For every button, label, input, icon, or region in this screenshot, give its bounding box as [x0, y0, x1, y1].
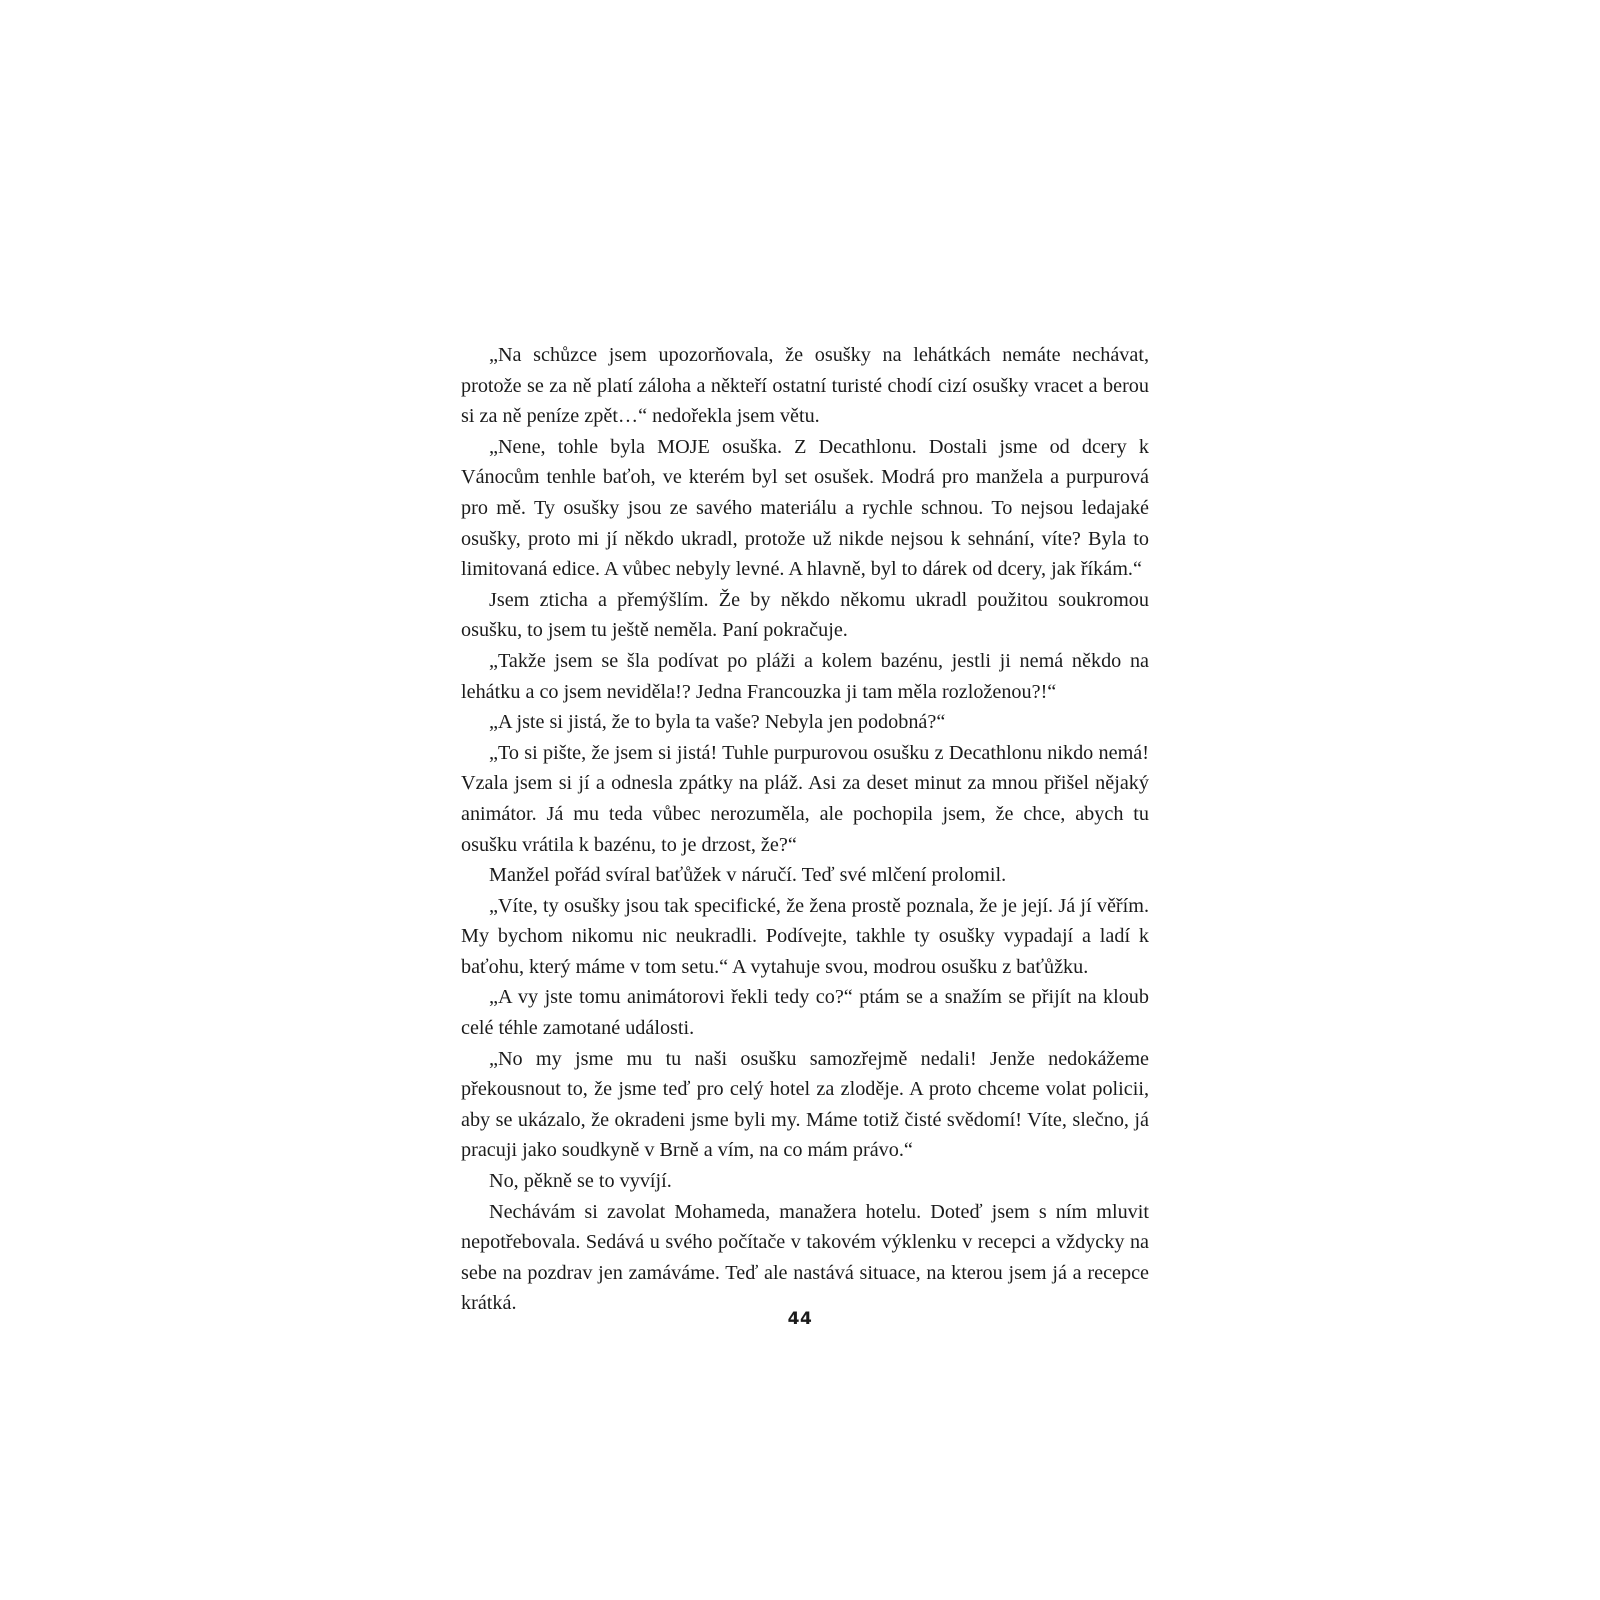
paragraph: „Nene, tohle byla MOJE osuška. Z Decathlonu. Dostali jsme od dcery k Vánocům tenhle baťoh, ve kterém byl set osušek. Modrá pro manžela a purpurová pro mě. Ty osušky jsou ze savého materiálu a rychle schnou. To nejsou ledajaké osušky, proto mi jí někdo ukradl, protože už nikde nejsou k sehnání, víte? Byla to limitovaná edice. A vůbec nebyly levné. A hlavně, byl to dárek od dcery, jak říkám.“	[461, 435, 1149, 581]
paragraph: Manžel pořád svíral baťůžek v náručí. Teď své mlčení prolomil.	[489, 864, 1007, 887]
paragraph: „Takže jsem se šla podívat po pláži a kolem bazénu, jestli ji nemá někdo na lehátku a co jsem neviděla!? Jedna Francouzka ji tam měla rozloženou?!“	[461, 649, 1149, 703]
paragraph: „A vy jste tomu animátorovi řekli tedy co?“ ptám se a snažím se přijít na kloub celé téhle zamotané události.	[461, 986, 1149, 1040]
paragraph: Jsem zticha a přemýšlím. Že by někdo někomu ukradl použitou soukromou osušku, to jsem tu ještě neměla. Paní pokračuje.	[461, 588, 1149, 642]
paragraph: Nechávám si zavolat Mohameda, manažera hotelu. Doteď jsem s ním mluvit nepotřebovala. Sedává u svého počítače v takovém výklenku v recepci a vždycky na sebe na pozdrav jen zamáváme. Teď ale nastává situace, na kterou jsem já a recepce krátká.	[461, 1200, 1149, 1315]
page-number: 44	[787, 1309, 813, 1329]
paragraph: „Víte, ty osušky jsou tak specifické, že žena prostě poznala, že je její. Já jí věřím. My bychom nikomu nic neukradli. Podívejte, takhle ty osušky vypadají a ladí k baťohu, který máme v tom setu.“ A vytahuje svou, modrou osušku z baťůžku.	[461, 894, 1149, 978]
body-text	[461, 340, 1149, 1319]
paragraph: „No my jsme mu tu naši osušku samozřejmě nedali! Jenže nedokážeme překousnout to, že jsme teď pro celý hotel za zloděje. A proto chceme volat policii, aby se ukázalo, že okradeni jsme byli my. Máme totiž čisté svědomí! Víte, slečno, já pracuji jako soudkyně v Brně a vím, na co mám právo.“	[461, 1047, 1149, 1162]
paragraph: „Na schůzce jsem upozorňovala, že osušky na lehátkách nemáte nechávat, protože se za ně platí záloha a někteří ostatní turisté chodí cizí osušky vracet a berou si za ně peníze zpět…“ nedořekla jsem větu.	[461, 344, 1149, 428]
paragraph: „A jste si jistá, že to byla ta vaše? Nebyla jen podobná?“	[489, 711, 946, 734]
paragraph: „To si pište, že jsem si jistá! Tuhle purpurovou osušku z Decathlonu nikdo nemá! Vzala jsem si jí a odnesla zpátky na pláž. Asi za deset minut za mnou přišel nějaký animátor. Já mu teda vůbec nerozuměla, ale pochopila jsem, že chce, abych tu osušku vrátila k bazénu, to je drzost, že?“	[461, 741, 1149, 856]
paragraph: No, pěkně se to vyvíjí.	[489, 1170, 672, 1193]
